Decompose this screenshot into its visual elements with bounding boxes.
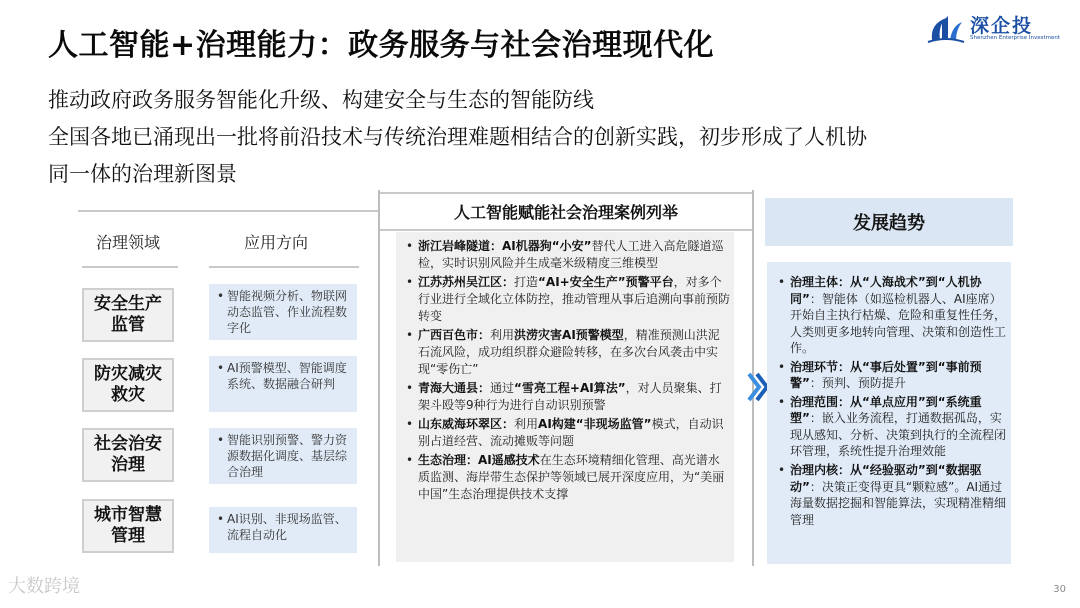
trend-item: • 治理主体：从“人海战术”到“人机协同”：智能体（如巡检机器人、AI座席）开始自主执行枯燥、危险和重复性任务，人类则更多地转向管理、决策和创造性工作。 xyxy=(776,274,1010,357)
case-item: • 广西百色市：利用洪涝灾害AI预警模型，精准预测山洪泥石流风险，成功组织群众避险转移，在多次台风袭击中实现“零伤亡” xyxy=(404,327,730,378)
subtitle-line-3: 同一体的治理新图景 xyxy=(48,162,237,186)
logo-text: 深企投 xyxy=(970,15,1034,37)
left-top-rule xyxy=(78,210,378,212)
domain-box: 安全生产监管 xyxy=(82,288,174,342)
trend-item: • 治理范围：从“单点应用”到“系统重塑”：嵌入业务流程，打通数据孤岛，实现从感知、分析、决策到执行的全流程闭环管理，系统性提升治理效能 xyxy=(776,394,1010,460)
application-box: • AI预警模型、智能调度系统、数据融合研判 xyxy=(209,356,357,412)
cases-title: 人工智能赋能社会治理案例列举 xyxy=(453,202,678,222)
company-logo xyxy=(924,8,1061,48)
case-item: • 江苏苏州吴江区：打造“AI+安全生产”预警平台，对多个行业进行全域化立体防控，推动管理从事后追溯向事前预防转变 xyxy=(404,274,730,325)
trends-list xyxy=(776,274,1010,530)
trend-item: • 治理环节：从“事后处置”到“事前预警”：预判、预防提升 xyxy=(776,359,1010,392)
application-box: • AI识别、非现场监管、流程自动化 xyxy=(209,507,357,553)
page-title: 人工智能+治理能力：政务服务与社会治理现代化 xyxy=(48,28,715,63)
watermark: 大数跨境 xyxy=(8,576,80,597)
divider-left xyxy=(378,190,380,566)
case-item: • 青海大通县：通过“雪亮工程+AI算法”，对人员聚集、打架斗殴等9种行为进行自动识别预警 xyxy=(404,380,730,414)
page-number: 30 xyxy=(1053,584,1066,595)
logo-mark-icon xyxy=(926,10,966,46)
trend-item: • 治理内核：从“经验驱动”到“数据驱动”：决策正变得更具“颗粒感”。AI通过海量数据挖掘和智能算法，实现精准精细管理 xyxy=(776,462,1010,528)
logo-subtext: Shenzhen Enterprise Investment xyxy=(970,35,1061,41)
middle-title-underline xyxy=(380,229,752,231)
domain-box: 社会治安治理 xyxy=(82,428,174,482)
trends-title: 发展趋势 xyxy=(765,198,1013,246)
domain-box: 防灾减灾救灾 xyxy=(82,358,174,412)
header-underline-application xyxy=(209,266,359,268)
case-item: • 山东威海环翠区：利用AI构建“非现场监管”模式，自动识别占道经营、流动摊贩等问题 xyxy=(404,416,730,450)
domain-box: 城市智慧管理 xyxy=(82,499,174,553)
chevron-right-icon xyxy=(747,372,769,402)
cases-list xyxy=(404,238,730,505)
application-box: • 智能识别预警、警力资源数据化调度、基层综合治理 xyxy=(209,428,357,484)
case-item: • 生态治理：AI遥感技术在生态环境精细化管理、高光谱水质监测、海岸带生态保护等领域已展开深度应用，为“美丽中国”生态治理提供技术支撑 xyxy=(404,452,730,503)
subtitle-line-2: 全国各地已涌现出一批将前沿技术与传统治理难题相结合的创新实践，初步形成了人机协 xyxy=(48,125,867,149)
header-underline-domain xyxy=(82,266,178,268)
subtitle-line-1: 推动政府政务服务智能化升级、构建安全与生态的智能防线 xyxy=(48,88,594,112)
case-item: • 浙江岩峰隧道：AI机器狗“小安”替代人工进入高危隧道巡检，实时识别风险并生成毫米级精度三维模型 xyxy=(404,238,730,272)
column-header-domain: 治理领域 xyxy=(96,233,161,252)
column-header-application: 应用方向 xyxy=(244,233,309,252)
application-box: • 智能视频分析、物联网动态监管、作业流程数字化 xyxy=(209,284,357,340)
